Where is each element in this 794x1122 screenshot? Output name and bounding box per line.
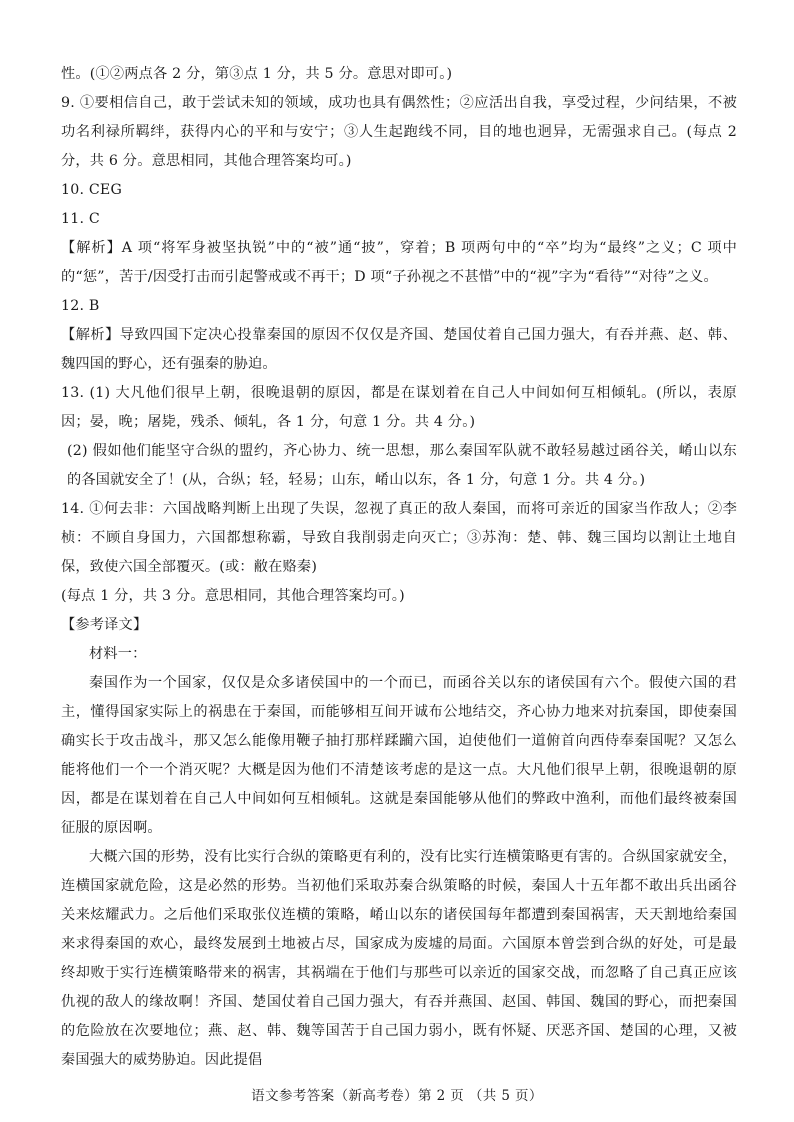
page-footer: 语文参考答案（新高考卷）第 2 页 （共 5 页） xyxy=(251,1088,543,1104)
translation-paragraph-1: 秦国作为一个国家，仅仅是众多诸侯国中的一个而已，而函谷关以东的诸侯国有六个。假使六国的君主，懂得国家实际上的祸患在于秦国，而能够相互间开诚布公地结交，齐心协力地来对抗秦国，即使秦国确实长于攻击战斗，那又怎么能像用鞭子抽打那样蹂躏六国，迫使他们一道俯首向西侍奉秦国呢？又怎么能将他们一个一个消灭呢？大概是因为他们不清楚该考虑的是这一点。大凡他们很早上朝，很晚退朝的原因，都是在谋划着在自己人中间如何互相倾轧。这就是秦国能够从他们的弊政中渔利，而他们最终被秦国征服的原因啊。 xyxy=(61,675,737,836)
q13-part2: (2) 假如他们能坚守合纵的盟约，齐心协力、统一思想，那么秦国军队就不敢轻易越过函谷关，崤山以东的各国就安全了！(从，合纵；轻，轻易；山东，崤山以东，各 1 分，句意 1 分。共 4 分。) xyxy=(67,443,737,488)
q12-answer: 12. B xyxy=(61,298,100,314)
q13-part1: 13. (1) 大凡他们很早上朝，很晚退朝的原因，都是在谋划着在自己人中间如何互相倾轧。(所以，表原因；晏，晚；屠毙，残杀、倾轧，各 1 分，句意 1 分。共 4 分。) xyxy=(61,385,737,430)
q9-answer: 9. ①要相信自己，敢于尝试未知的领域，成功也具有偶然性；②应活出自我，享受过程，少问结果，不被功名利禄所羁绊，获得内心的平和与安宁；③人生起跑线不同，目的地也迥异，无需强求自己。(每点 2 分，共 6 分。意思相同，其他合理答案均可。) xyxy=(61,95,737,169)
translation-paragraph-2: 大概六国的形势，没有比实行合纵的策略更有利的，没有比实行连横策略更有害的。合纵国家就安全，连横国家就危险，这是必然的形势。当初他们采取苏秦合纵策略的时候，秦国人十五年都不敢出兵出函谷关来炫耀武力。之后他们采取张仪连横的策略，崤山以东的诸侯国每年都遭到秦国祸害，天天割地给秦国来求得秦国的欢心，最终发展到土地被占尽，国家成为废墟的局面。六国原本曾尝到合纵的好处，可是最终却败于实行连横策略带来的祸害，其祸端在于他们与那些可以亲近的国家交战，而忽略了自己真正应该仇视的敌人的缘故啊！齐国、楚国仗着自己国力强大，有吞并燕国、赵国、韩国、魏国的野心，而把秦国的危险放在次要地位；燕、赵、韩、魏等国苦于自己国力弱小，既有怀疑、厌恶齐国、楚国的心理，又被秦国强大的威势胁迫。因此提倡 xyxy=(61,849,737,1068)
page-body xyxy=(61,60,737,1075)
material-one-label: 材料一： xyxy=(89,646,147,662)
q8-scoring-note: 性。(①②两点各 2 分，第③点 1 分，共 5 分。意思对即可。) xyxy=(61,66,453,82)
q12-analysis: 【解析】导致四国下定决心投靠秦国的原因不仅仅是齐国、楚国仗着自己国力强大，有吞并燕、赵、韩、魏四国的野心，还有强秦的胁迫。 xyxy=(61,327,737,372)
translation-heading: 【参考译文】 xyxy=(61,617,148,633)
q10-answer: 10. CEG xyxy=(61,182,123,198)
q14-answer: 14. ①何去非：六国战略判断上出现了失误，忽视了真正的敌人秦国，而将可亲近的国家当作敌人；②李桢：不顾自身国力，六国都想称霸，导致自我削弱走向灭亡；③苏洵：楚、韩、魏三国均以割让土地自保，致使六国全部覆灭。(或：敝在赂秦) xyxy=(61,501,737,575)
q11-answer: 11. C xyxy=(61,211,100,227)
q14-scoring-note: (每点 1 分，共 3 分。意思相同，其他合理答案均可。) xyxy=(61,588,405,604)
q11-analysis: 【解析】A 项“将军身被坚执锐”中的“被”通“披”，穿着；B 项两句中的“卒”均为“最终”之义；C 项中的“惩”，苦于/因受打击而引起警戒或不再干；D 项“子孙视之不甚惜”中的“视”字为“看待”“对待”之义。 xyxy=(61,240,737,285)
